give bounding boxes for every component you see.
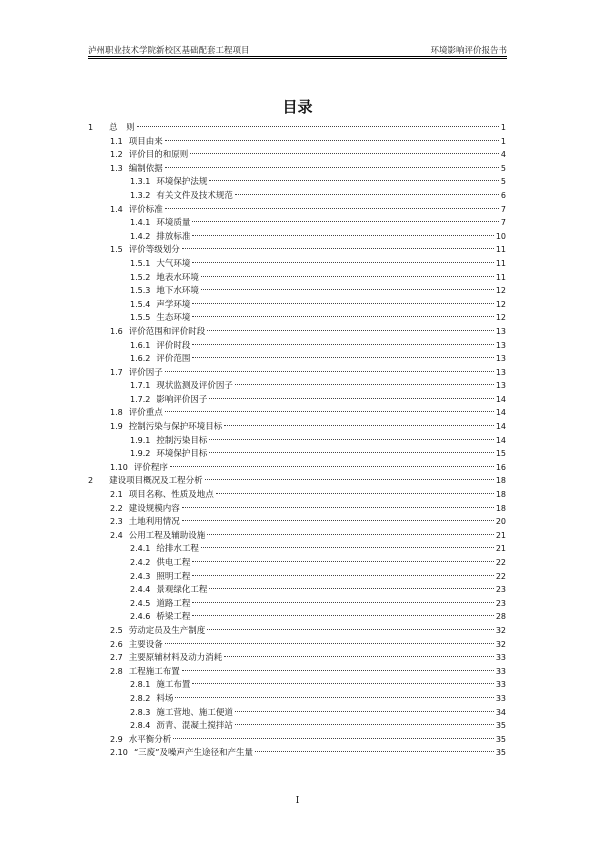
table-of-contents — [88, 121, 506, 760]
toc-entry-page: 33 — [495, 680, 506, 690]
toc-entry[interactable] — [88, 406, 506, 420]
toc-entry-number: 1.3 — [110, 163, 123, 173]
toc-entry[interactable] — [88, 189, 506, 203]
toc-entry-title: 有关文件及技术规范 — [156, 190, 233, 201]
toc-entry[interactable] — [88, 311, 506, 325]
toc-entry[interactable] — [88, 366, 506, 380]
toc-dot-leader — [209, 180, 499, 181]
toc-entry[interactable] — [88, 393, 506, 407]
toc-dot-leader — [192, 683, 493, 684]
header-document-type: 环境影响评价报告书 — [430, 46, 507, 56]
toc-entry-page: 22 — [495, 571, 506, 581]
toc-dot-leader — [192, 575, 493, 576]
toc-dot-leader — [207, 330, 494, 331]
toc-entry[interactable] — [88, 651, 506, 665]
toc-entry-number: 2.6 — [110, 639, 123, 649]
toc-dot-leader — [173, 738, 494, 739]
toc-entry-title: 劳动定员及生产制度 — [128, 625, 206, 636]
toc-entry[interactable] — [88, 665, 506, 679]
toc-entry-number: 1.3.2 — [130, 190, 151, 200]
toc-dot-leader — [201, 547, 494, 548]
toc-entry-number: 1.6.1 — [130, 340, 151, 350]
toc-entry-number: 1.5.1 — [130, 258, 151, 268]
toc-entry-page: 18 — [495, 476, 506, 486]
toc-dot-leader — [192, 316, 493, 317]
toc-entry-page: 12 — [495, 286, 506, 296]
toc-entry[interactable] — [88, 434, 506, 448]
toc-entry[interactable] — [88, 243, 506, 257]
toc-entry-title: 排放标准 — [156, 231, 191, 242]
toc-entry-title: 评价标准 — [128, 204, 163, 215]
toc-entry[interactable] — [88, 624, 506, 638]
toc-entry-page: 1 — [500, 136, 506, 146]
toc-entry[interactable] — [88, 570, 506, 584]
toc-entry-title: 声学环境 — [156, 299, 191, 310]
toc-dot-leader — [235, 711, 494, 712]
toc-entry-page: 14 — [495, 408, 506, 418]
toc-entry[interactable] — [88, 610, 506, 624]
toc-dot-leader — [209, 398, 493, 399]
toc-entry-title: 生态环境 — [156, 313, 191, 324]
toc-entry-page: 22 — [495, 558, 506, 567]
toc-entry-page: 18 — [495, 490, 506, 500]
toc-entry[interactable] — [88, 298, 506, 312]
toc-entry-title: 公用工程及辅助设施 — [128, 530, 206, 541]
toc-entry[interactable] — [88, 719, 506, 733]
toc-entry-title: 环境保护法规 — [156, 177, 208, 188]
toc-entry-number: 1.9.1 — [130, 435, 151, 445]
toc-entry-title: 环境保护目标 — [156, 449, 208, 460]
toc-entry-number: 2.8.3 — [130, 707, 151, 717]
toc-dot-leader — [209, 452, 493, 453]
toc-entry-number: 2.4.4 — [130, 585, 151, 595]
toc-entry-page: 11 — [495, 245, 506, 255]
toc-entry-page: 6 — [500, 190, 506, 200]
toc-entry-page: 10 — [495, 231, 506, 241]
toc-entry-title: 项目由来 — [128, 136, 163, 147]
toc-entry-title: 沥青、混凝土搅拌站 — [156, 721, 233, 732]
toc-entry-page: 16 — [495, 462, 506, 472]
toc-entry[interactable] — [88, 515, 506, 529]
toc-entry-title: 评价因子 — [128, 367, 163, 378]
toc-entry-number: 1.5 — [110, 245, 123, 255]
toc-dot-leader — [170, 466, 494, 467]
toc-entry-title: 道路工程 — [156, 598, 191, 609]
toc-dot-leader — [190, 153, 499, 154]
page-number: I — [295, 796, 300, 806]
toc-entry-number: 1.9 — [110, 422, 123, 432]
toc-entry-page: 13 — [495, 326, 506, 336]
toc-dot-leader — [207, 534, 494, 535]
toc-entry-title: 项目名称、性质及地点 — [128, 490, 214, 501]
toc-entry[interactable] — [88, 706, 506, 720]
toc-dot-leader — [216, 493, 494, 494]
toc-entry-title: 地表水环境 — [156, 272, 199, 283]
toc-entry-page: 1 — [500, 123, 506, 132]
toc-entry[interactable] — [88, 230, 506, 244]
toc-entry-number: 2.9 — [110, 734, 123, 744]
toc-entry-number: 2.7 — [110, 653, 123, 663]
toc-entry-title: 环境质量 — [156, 218, 191, 229]
toc-entry[interactable] — [88, 678, 506, 692]
toc-entry[interactable] — [88, 638, 506, 652]
toc-dot-leader — [192, 221, 499, 222]
toc-entry[interactable] — [88, 447, 506, 461]
toc-dot-leader — [182, 520, 494, 521]
toc-entry-number: 1.7.2 — [130, 394, 151, 404]
toc-entry[interactable] — [88, 529, 506, 543]
toc-dot-leader — [165, 208, 499, 209]
toc-entry-page: 21 — [495, 544, 506, 554]
toc-entry-title: 建设规模内容 — [128, 503, 180, 514]
toc-entry-title: 供电工程 — [156, 558, 191, 568]
toc-dot-leader — [182, 248, 494, 249]
toc-entry-title: 评价时段 — [156, 340, 191, 351]
toc-dot-leader — [207, 629, 494, 630]
toc-dot-leader — [235, 194, 499, 195]
toc-entry[interactable] — [88, 148, 506, 162]
toc-entry-page: 15 — [495, 449, 506, 459]
toc-entry-page: 32 — [495, 625, 506, 635]
toc-entry-title: 桥梁工程 — [156, 612, 191, 623]
toc-entry[interactable] — [88, 379, 506, 393]
toc-entry-number: 2.4 — [110, 530, 123, 540]
toc-entry[interactable] — [88, 162, 506, 176]
toc-entry[interactable] — [88, 175, 506, 189]
toc-entry-number: 2.1 — [110, 490, 123, 500]
toc-entry-title: 评价目的和原则 — [128, 150, 189, 161]
toc-entry[interactable] — [88, 502, 506, 516]
toc-entry-number: 2.5 — [110, 625, 123, 635]
toc-entry[interactable] — [88, 556, 506, 570]
toc-entry[interactable] — [88, 216, 506, 230]
toc-entry-title: 控制污染目标 — [156, 435, 208, 446]
toc-entry-page: 5 — [500, 163, 506, 173]
toc-entry-number: 2.10 — [110, 748, 128, 758]
toc-dot-leader — [192, 561, 493, 562]
toc-entry-title: 总 则 — [109, 123, 135, 133]
toc-entry-page: 12 — [495, 313, 506, 323]
toc-entry-title: 照明工程 — [156, 571, 191, 582]
toc-entry-page: 12 — [495, 299, 506, 309]
header-rule-thin — [88, 58, 507, 59]
toc-entry-number: 1.5.2 — [130, 272, 151, 282]
toc-entry-title: 建设项目概况及工程分析 — [109, 476, 203, 487]
toc-entry-page: 32 — [495, 639, 506, 649]
toc-entry-page: 11 — [495, 258, 506, 268]
toc-entry-number: 2.4.3 — [130, 571, 151, 581]
toc-entry-number: 2.4.2 — [130, 558, 151, 567]
toc-entry-page: 18 — [495, 503, 506, 513]
toc-entry[interactable] — [88, 203, 506, 217]
toc-entry-number: 1 — [88, 123, 94, 132]
toc-dot-leader — [209, 588, 493, 589]
toc-entry-page: 13 — [495, 340, 506, 350]
toc-entry-number: 1.4.2 — [130, 231, 151, 241]
toc-entry-title: 施工布置 — [156, 680, 191, 691]
toc-entry-page: 11 — [495, 272, 506, 282]
toc-entry-page: 13 — [495, 381, 506, 391]
toc-entry-number: 1.6 — [110, 326, 123, 336]
toc-entry-title: 土地利用情况 — [128, 517, 180, 528]
toc-entry-title: 评价程序 — [133, 462, 168, 473]
toc-entry-page: 14 — [495, 435, 506, 445]
toc-entry-title: 影响评价因子 — [156, 394, 208, 405]
toc-entry-number: 1.5.4 — [130, 299, 151, 309]
toc-entry-title: 工程施工布置 — [128, 666, 180, 677]
toc-entry-title: 控制污染与保护环境目标 — [128, 422, 223, 433]
toc-entry-title: 给排水工程 — [156, 544, 199, 555]
toc-entry-page: 20 — [495, 517, 506, 527]
toc-entry-page: 13 — [495, 354, 506, 364]
toc-dot-leader — [192, 235, 493, 236]
toc-entry[interactable] — [88, 352, 506, 366]
toc-entry-number: 1.6.2 — [130, 354, 151, 364]
toc-entry-title: “三废”及噪声产生途径和产生量 — [133, 748, 254, 759]
toc-entry-number: 2.4.1 — [130, 544, 151, 554]
toc-entry-title: 评价等级划分 — [128, 245, 180, 256]
toc-entry-page: 13 — [495, 367, 506, 377]
header-rule — [88, 56, 507, 57]
toc-dot-leader — [255, 751, 494, 752]
toc-dot-leader — [192, 262, 493, 263]
toc-entry-page: 34 — [495, 707, 506, 717]
toc-entry-number: 1.4 — [110, 204, 123, 214]
toc-dot-leader — [205, 479, 494, 480]
toc-entry-page: 14 — [495, 394, 506, 404]
toc-entry-page: 23 — [495, 598, 506, 608]
toc-entry-number: 1.7 — [110, 367, 123, 377]
toc-dot-leader — [192, 303, 493, 304]
toc-entry[interactable] — [88, 542, 506, 556]
toc-entry-page: 21 — [495, 530, 506, 540]
toc-entry-page: 4 — [500, 150, 506, 160]
toc-dot-leader — [165, 371, 494, 372]
toc-entry[interactable] — [88, 746, 506, 760]
toc-dot-leader — [165, 643, 494, 644]
toc-entry-number: 1.10 — [110, 462, 128, 472]
toc-entry-number: 1.9.2 — [130, 449, 151, 459]
toc-dot-leader — [224, 425, 494, 426]
toc-entry[interactable] — [88, 325, 506, 339]
toc-dot-leader — [165, 167, 499, 168]
toc-entry[interactable] — [88, 284, 506, 298]
toc-dot-leader — [165, 411, 494, 412]
toc-entry-page: 7 — [500, 204, 506, 214]
toc-entry-number: 1.3.1 — [130, 177, 151, 187]
toc-entry-title: 料场 — [156, 693, 174, 704]
toc-entry[interactable] — [88, 733, 506, 747]
toc-entry[interactable] — [88, 692, 506, 706]
toc-entry-title: 地下水环境 — [156, 286, 199, 297]
toc-entry[interactable] — [88, 339, 506, 353]
toc-entry-title: 水平衡分析 — [128, 734, 172, 745]
toc-entry-number: 1.7.1 — [130, 381, 151, 391]
toc-entry-number: 1.5.3 — [130, 286, 151, 296]
toc-entry[interactable] — [88, 583, 506, 597]
toc-entry-number: 2.8.2 — [130, 693, 151, 703]
toc-dot-leader — [192, 602, 493, 603]
toc-entry-number: 1.4.1 — [130, 218, 151, 228]
toc-entry[interactable] — [88, 257, 506, 271]
toc-entry-number: 2.8.1 — [130, 680, 151, 690]
toc-entry-title: 编制依据 — [128, 163, 163, 174]
toc-dot-leader — [175, 697, 493, 698]
toc-dot-leader — [182, 507, 494, 508]
toc-entry-number: 2.3 — [110, 517, 123, 527]
toc-dot-leader — [201, 289, 494, 290]
toc-entry-page: 35 — [495, 748, 506, 758]
toc-entry-number: 1.1 — [110, 136, 123, 146]
toc-dot-leader — [235, 724, 494, 725]
toc-entry[interactable] — [88, 420, 506, 434]
toc-entry[interactable] — [88, 461, 506, 475]
toc-dot-leader — [192, 357, 493, 358]
toc-dot-leader — [182, 670, 494, 671]
toc-entry-title: 现状监测及评价因子 — [156, 381, 233, 392]
toc-entry-number: 2.4.6 — [130, 612, 151, 622]
toc-entry[interactable] — [88, 121, 506, 135]
toc-entry-page: 23 — [495, 585, 506, 595]
toc-entry-number: 2 — [88, 476, 94, 486]
toc-entry-page: 35 — [495, 721, 506, 731]
toc-entry-page: 7 — [500, 218, 506, 228]
toc-entry[interactable] — [88, 135, 506, 149]
toc-entry-title: 评价范围和评价时段 — [128, 326, 206, 337]
toc-entry-title: 施工营地、施工便道 — [156, 707, 233, 718]
toc-entry-title: 景观绿化工程 — [156, 585, 208, 596]
toc-entry-page: 5 — [500, 177, 506, 187]
toc-entry[interactable] — [88, 271, 506, 285]
toc-entry-page: 14 — [495, 422, 506, 432]
header-project-name: 泸州职业技术学院新校区基础配套工程项目 — [88, 46, 250, 56]
toc-entry-page: 28 — [495, 612, 506, 622]
toc-entry-title: 主要原辅材料及动力消耗 — [128, 653, 223, 664]
toc-entry[interactable] — [88, 597, 506, 611]
toc-entry-page: 33 — [495, 666, 506, 676]
toc-entry-title: 评价重点 — [128, 408, 163, 419]
toc-dot-leader — [201, 276, 494, 277]
toc-entry-number: 1.2 — [110, 150, 123, 160]
toc-entry-page: 33 — [495, 653, 506, 663]
toc-dot-leader — [224, 656, 494, 657]
toc-dot-leader — [235, 384, 494, 385]
toc-entry-page: 35 — [495, 734, 506, 744]
toc-entry-number: 1.5.5 — [130, 313, 151, 323]
toc-entry[interactable] — [88, 474, 506, 488]
toc-entry-title: 评价范围 — [156, 354, 191, 365]
toc-dot-leader — [209, 439, 493, 440]
toc-entry-page: 33 — [495, 693, 506, 703]
toc-entry[interactable] — [88, 488, 506, 502]
toc-dot-leader — [137, 126, 499, 127]
toc-entry-number: 1.8 — [110, 408, 123, 418]
toc-entry-title: 主要设备 — [128, 639, 163, 650]
toc-dot-leader — [192, 615, 493, 616]
toc-entry-title: 大气环境 — [156, 258, 191, 269]
toc-dot-leader — [165, 140, 499, 141]
toc-entry-number: 2.8.4 — [130, 721, 151, 731]
toc-entry-number: 2.8 — [110, 666, 123, 676]
toc-entry-number: 2.2 — [110, 503, 123, 513]
toc-entry-number: 2.4.5 — [130, 598, 151, 608]
toc-dot-leader — [192, 344, 493, 345]
toc-title: 目录 — [282, 98, 313, 116]
